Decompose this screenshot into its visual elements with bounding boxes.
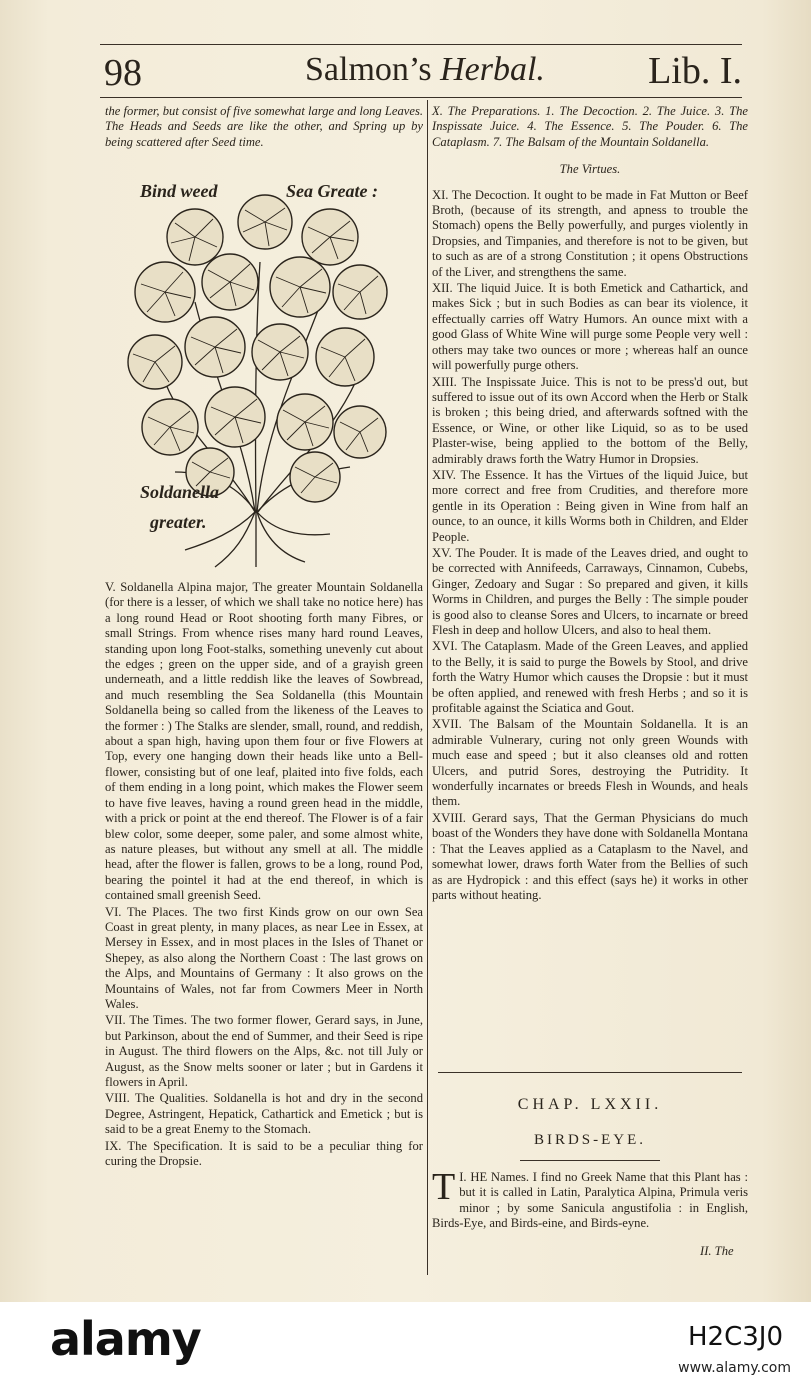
catchword: II. The xyxy=(700,1244,734,1258)
left-column-top xyxy=(105,104,423,151)
running-title-italic: Herbal. xyxy=(440,51,545,88)
watermark-logo: alamy xyxy=(50,1312,201,1366)
intro-text: HE Names. I find no Greek Name that this Plant has : but it is called in Latin, Paralytica Alpina, Primula veris minor ; by some Sanicula angustifolia : in English, Birds-Eye, and Birds-eine, and Birds-eyne. xyxy=(432,1170,748,1231)
right-paragraph-3: XIII. The Inspissate Juice. This is not to be press'd out, but suffered to issue out of its own Accord when the Herb or Stalk is broken ; this being dried, and afterwards softned with the Essence, or Wine, or other like Liquid, so as to be used Plaster-wise, being applied to the bottom of the Belly, admirably draws forth the Watry Humor in Dropsies. xyxy=(432,374,748,466)
header-rule xyxy=(100,97,742,98)
chapter-intro xyxy=(432,1166,748,1233)
left-paragraph-4: VIII. The Qualities. Soldanella is hot and dry in the second Degree, Astringent, Hepatick, Cathartick and Emetick ; but is said to be a great Enemy to the Stomach. xyxy=(105,1091,423,1137)
figure-caption-top-right: Sea Greate : xyxy=(286,181,378,201)
left-paragraph-5: IX. The Specification. It is said to be a peculiar thing for curing the Dropsie. xyxy=(105,1138,423,1169)
left-paragraph-0: the former, but consist of five somewhat large and long Leaves. The Heads and Seeds are like the other, and Spring up by being scattered after Seed time. xyxy=(105,104,423,149)
figure-caption-bottom-2: greater. xyxy=(150,512,207,532)
right-column-top xyxy=(432,104,748,904)
running-title-prefix: Salmon’s xyxy=(305,51,441,88)
page-number: 98 xyxy=(104,52,142,94)
left-column-body xyxy=(105,580,423,1170)
figure-caption-bottom-1: Soldanella xyxy=(140,482,220,502)
right-paragraph-5: XV. The Pouder. It is made of the Leaves dried, and ought to be corrected with Annifeeds, Carraways, Cinnamon, Cubebs, Ginger, Zedoary and Sugar : So prepared and given, it kills Worms in Children, and purges the Belly : The simple pouder is good also to cleanse Sores and Ulcers, to incarnate or breed Flesh in deep and hollow Ulcers, and also to heal them. xyxy=(432,545,748,637)
right-paragraph-2: XII. The liquid Juice. It is both Emetick and Cathartick, and makes Sick ; but in such Bodies as can bear its violence, it effectually carries off Watry Humors. An ounce mixt with a good Glass of White Wine will purge some People very well : others may take two ounces or more ; whereas half an ounce will powerfully purge others. xyxy=(432,281,748,373)
right-paragraph-0: X. The Preparations. 1. The Decoction. 2. The Juice. 3. The Inspissate Juice. 4. The Essence. 5. The Pouder. 6. The Cataplasm. 7. The Balsam of the Mountain Soldanella. xyxy=(432,104,748,149)
chapter-number: CHAP. LXXII. xyxy=(517,1096,663,1113)
drop-cap: T xyxy=(432,1166,456,1208)
left-paragraph-3: VII. The Times. The two former flower, Gerard says, in June, but Parkinson, about the end of Summer, and their Seed is ripe in August. The third flowers on the Alps, &c. not till July or August, as the Snow melts sooner or later ; but in Gardens it flowers in April. xyxy=(105,1013,423,1089)
right-paragraph-7: XVII. The Balsam of the Mountain Soldanella. It is an admirable Vulnerary, curing not only green Wounds with much ease and speed ; but it also cleanses old and rotten Ulcers, and putrid Sores, destroying the Putridity. It wonderfully incarnates or breeds Flesh in Wounds, and heals them. xyxy=(432,717,748,809)
left-paragraph-2: VI. The Places. The two first Kinds grow on our own Sea Coast in great plenty, in many places, as near Lee in Essex, at Mersey in Essex, and in most places in the Isles of Thanet or Shepey, as also along the Northern Coast : The last grows on the Alps, and Mountains of Germany : It also grows on the Mountains of Wales, not far from Cowmers Meer in North Wales. xyxy=(105,904,423,1011)
chapter-title-rule xyxy=(520,1160,660,1161)
running-header xyxy=(100,44,742,95)
right-paragraph-4: XIV. The Essence. It has the Virtues of the liquid Juice, but more correct and free from Crudities, and therefore more gentle in its Operation : Being given in Wine from half an ounce, to an ounce, it kills Worms both in Children, and Elder People. xyxy=(432,467,748,544)
watermark-image-id: H2C3J0 xyxy=(688,1322,783,1352)
watermark-url: www.alamy.com xyxy=(678,1360,791,1376)
right-paragraph-8: XVIII. Gerard says, That the German Physicians do much boast of the Wonders they have done with Soldanella Montana : That the Leaves applied as a Cataplasm to the Navel, and somewhat lower, draws forth Water from the Bellies of such as are Hydropick : and this effect (says he) it works in other parts without heating. xyxy=(432,810,748,902)
virtues-heading: The Virtues. xyxy=(559,162,621,177)
figure-caption-top-left: Bind weed xyxy=(140,181,218,201)
chapter-title: BIRDS-EYE. xyxy=(533,1132,647,1148)
left-paragraph-1: V. Soldanella Alpina major, The greater Mountain Soldanella (for there is a lesser, of which we shall take no notice here) has a long round Head or Root shooting forth many Fibres, or small Strings. From whence rises many hard round Leaves, standing upon long Foot-stalks, something unevenly cut about the edges ; green on the upper side, and of a grayish green underneath, and a little reddish like the leaves of Sowbread, and much resembling the Sea Soldanella (this Mountain Soldanella being so called from the likeness of the Leaves to the former : ) The Stalks are slender, small, round, and reddish, about a span high, having upon them four or five Flowers at Top, every one hanging down their heads like unto a Bell-flower, consisting but of one leaf, plaited into five folds, each of them ending in a long point, which makes the Flower seem to have five leaves, having a round green head in the middle, with a prick or point at the end thereof. The Flower is of a fair blew color, some deeper, some paler, and some almost white, as nature pleases, but without any smell at all. The middle head, after the flower is fallen, grows to be a long, round Pod, bearing the pointel it had at the end thereof, in which is contained small greenish Seed. xyxy=(105,580,423,903)
chapter-rule xyxy=(438,1072,742,1073)
intro-label: I. xyxy=(459,1170,467,1184)
book-number: Lib. I. xyxy=(648,50,742,92)
column-divider xyxy=(427,100,428,1275)
running-title xyxy=(305,51,545,89)
right-paragraph-1: XI. The Decoction. It ought to be made in Fat Mutton or Beef Broth, (because of its strength, and apness to trouble the Stomach) opens the Belly powerfully, and purges violently in Dropsies, and Timpanies, and therefore is not to be given, but to such as are of a strong Constitution ; it opens Obstructions of the Liver, and strengthens the same. xyxy=(432,187,748,279)
right-paragraph-6: XVI. The Cataplasm. Made of the Green Leaves, and applied to the Belly, it is said to purge the Bowels by Stool, and drive forth the Watry Humor which causes the Dropsie : but it must be often applied, and renewed with fresh Herbs ; and so it is profitable against the Sciatica and Gout. xyxy=(432,639,748,716)
